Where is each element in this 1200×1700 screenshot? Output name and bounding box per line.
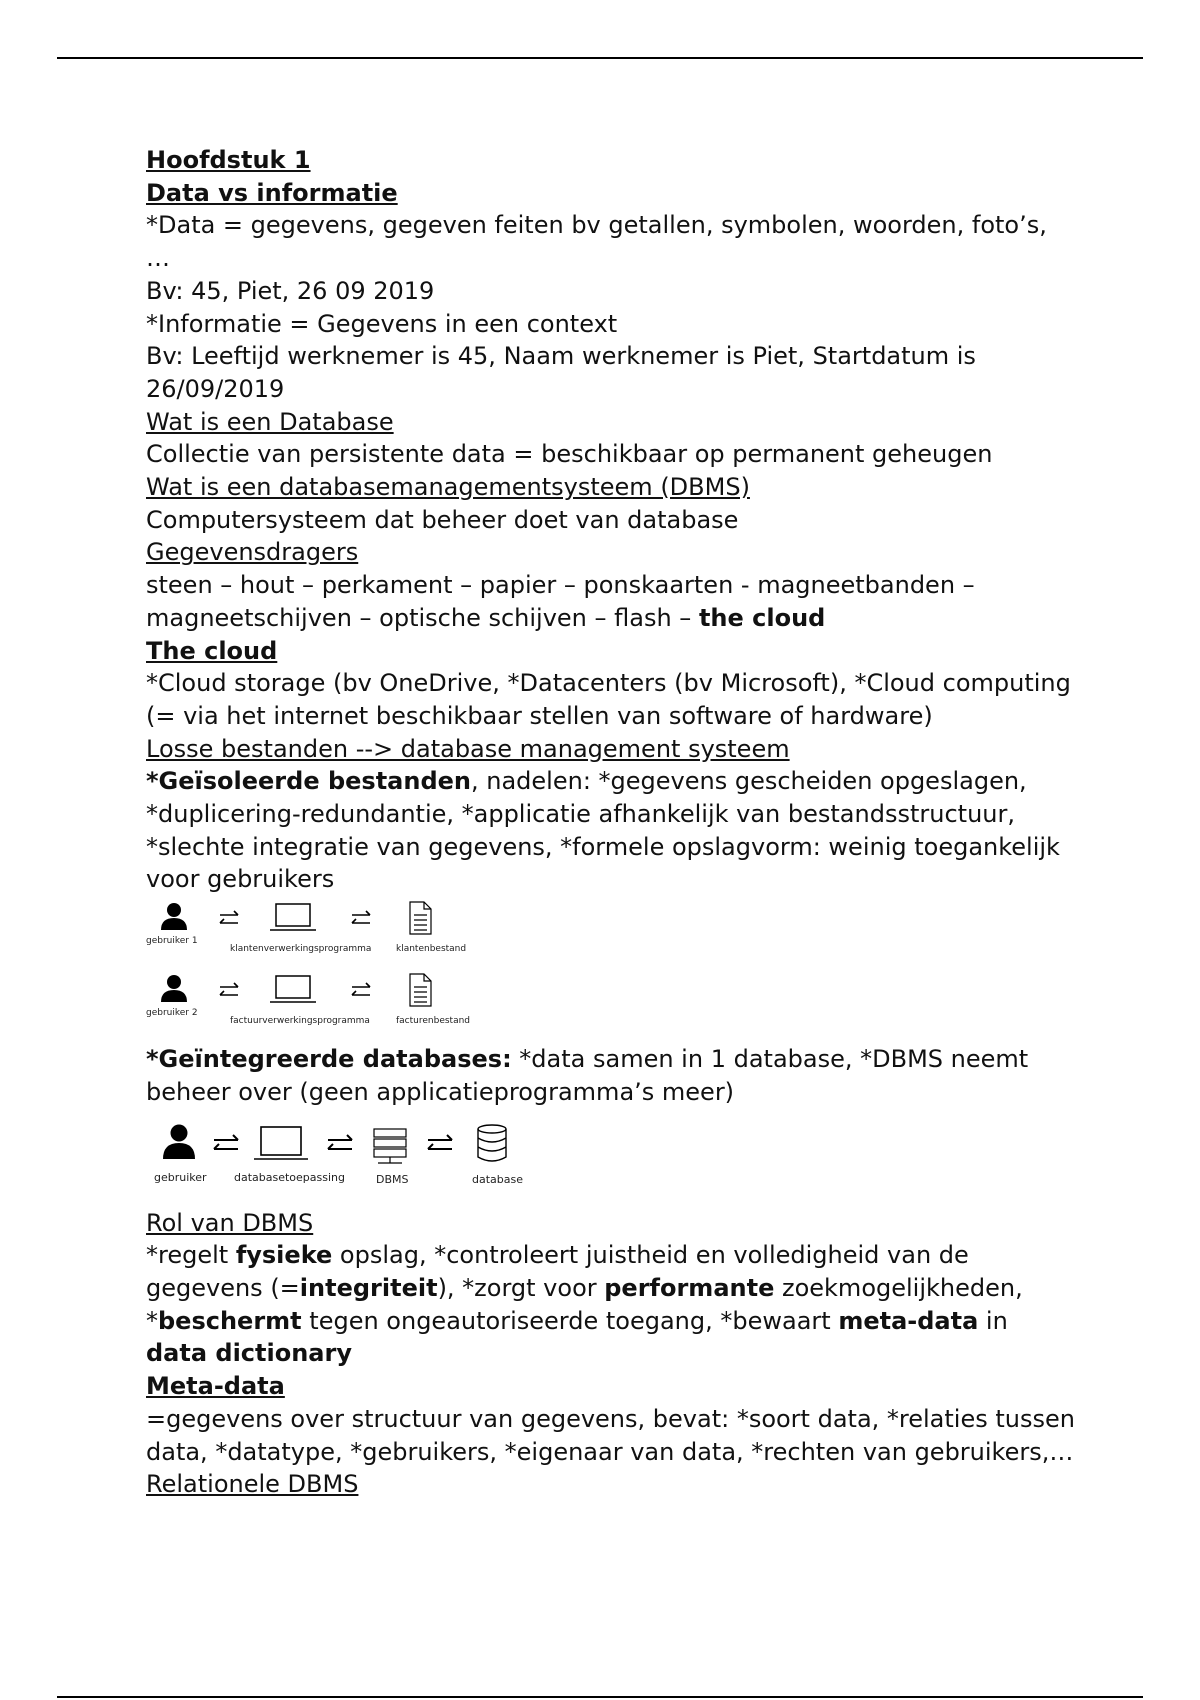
role-bold-2: integriteit — [299, 1273, 438, 1302]
role-bold-4: beschermt — [158, 1306, 302, 1335]
database-icon — [478, 1125, 506, 1161]
role-paragraph — [146, 1239, 1076, 1370]
top-rule — [57, 57, 1143, 59]
swap-arrows-icon — [352, 911, 370, 923]
isolated-bold: *Geïsoleerde bestanden — [146, 767, 471, 796]
role-heading: Rol van DBMS — [146, 1208, 314, 1237]
laptop-icon — [270, 904, 316, 930]
role-text-6: in — [978, 1306, 1008, 1335]
document-body — [146, 144, 1076, 1501]
info-definition: *Informatie = Gegevens in een context — [146, 309, 618, 338]
server-icon — [374, 1129, 406, 1163]
integrated-bold: *Geïntegreerde databases: — [146, 1045, 512, 1074]
role-bold-1: fysieke — [235, 1241, 333, 1270]
dbms-definition: Computersysteem dat beheer doet van database — [146, 505, 739, 534]
laptop-icon — [270, 976, 316, 1002]
data-definition: *Data = gegevens, gegeven feiten bv getallen, symbolen, woorden, foto’s, … — [146, 211, 1047, 273]
diagram1-file1-label: klantenbestand — [396, 944, 467, 955]
role-bold-3: performante — [604, 1273, 775, 1302]
swap-arrows-icon — [328, 1135, 352, 1149]
swap-arrows-icon — [220, 983, 238, 995]
diagram1-user1-label: gebruiker 1 — [146, 936, 198, 947]
diagram1-program1-label: klantenverwerkingsprogramma — [230, 944, 372, 955]
swap-arrows-icon — [352, 983, 370, 995]
carriers-heading: Gegevensdragers — [146, 538, 359, 567]
files-heading: Losse bestanden --> database management systeem — [146, 734, 790, 763]
integrated-text: *data samen in 1 database, *DBMS neemt beheer over (geen applicatieprogramma’s meer) — [146, 1045, 1029, 1106]
document-icon — [410, 902, 431, 934]
dbms-heading: Wat is een databasemanagementsysteem (DBMS) — [146, 473, 750, 502]
diagram2-app-label: databasetoepassing — [234, 1170, 346, 1184]
user-icon — [161, 903, 187, 930]
diagram1-program2-label: factuurverwerkingsprogramma — [230, 1016, 370, 1027]
integrated-paragraph — [146, 1043, 1076, 1108]
diagram2-user-label: gebruiker — [154, 1170, 207, 1184]
database-definition: Collectie van persistente data = beschikbaar op permanent geheugen — [146, 440, 993, 469]
laptop-icon — [254, 1127, 308, 1159]
role-text-3: ), *zorgt voor — [437, 1273, 605, 1302]
user-icon — [161, 975, 187, 1002]
relational-heading: Relationele DBMS — [146, 1470, 359, 1499]
cloud-paragraph: *Cloud storage (bv OneDrive, *Datacenters (bv Microsoft), *Cloud computing (= via het internet beschikbaar stellen van software of hardware) — [146, 669, 1071, 730]
carriers-paragraph — [146, 569, 1076, 634]
isolated-text: , nadelen: *gegevens gescheiden opgeslagen, *duplicering-redundantie, *applicatie afhankelijk van bestandsstructuur, *slechte integratie van gegevens, *formele opslagvorm: weinig toegankelijk voor gebruikers — [146, 767, 1060, 894]
diagram1-user2-label: gebruiker 2 — [146, 1008, 198, 1019]
chapter-heading: Hoofdstuk 1 — [146, 146, 311, 174]
database-heading: Wat is een Database — [146, 407, 394, 436]
isolated-files-diagram — [146, 898, 476, 1043]
diagram2-dbms-label: DBMS — [376, 1172, 409, 1186]
document-icon — [410, 974, 431, 1006]
diagram2-database-label: database — [472, 1172, 523, 1186]
data-example: Bv: 45, Piet, 26 09 2019 — [146, 276, 435, 305]
role-bold-5: meta-data — [838, 1306, 979, 1335]
role-text-1: *regelt — [146, 1241, 236, 1270]
swap-arrows-icon — [220, 911, 238, 923]
user-icon — [163, 1124, 195, 1159]
bottom-rule — [57, 1696, 1143, 1698]
role-bold-6: data dictionary — [146, 1339, 352, 1368]
role-text-4: zoekmogelijkheden, * — [146, 1273, 1023, 1335]
meta-paragraph: =gegevens over structuur van gegevens, bevat: *soort data, *relaties tussen data, *datatype, *gebruikers, *eigenaar van data, *rechten van gebruikers,… — [146, 1404, 1075, 1466]
role-text-2: opslag, *controleert juistheid en volledigheid van de gegevens (= — [146, 1241, 969, 1302]
diagram1-file2-label: facturenbestand — [396, 1016, 471, 1027]
carriers-text: steen – hout – perkament – papier – ponskaarten - magneetbanden – magneetschijven – optische schijven – flash – — [146, 571, 975, 632]
swap-arrows-icon — [214, 1135, 238, 1149]
role-text-5: tegen ongeautoriseerde toegang, *bewaart — [301, 1306, 839, 1335]
cloud-heading: The cloud — [146, 636, 278, 665]
meta-heading: Meta-data — [146, 1372, 285, 1401]
swap-arrows-icon — [428, 1135, 452, 1149]
integrated-db-diagram — [146, 1121, 526, 1205]
isolated-paragraph — [146, 765, 1076, 896]
carriers-bold: the cloud — [698, 603, 826, 632]
info-example: Bv: Leeftijd werknemer is 45, Naam werknemer is Piet, Startdatum is 26/09/2019 — [146, 342, 976, 403]
data-vs-info-heading: Data vs informatie — [146, 178, 398, 207]
